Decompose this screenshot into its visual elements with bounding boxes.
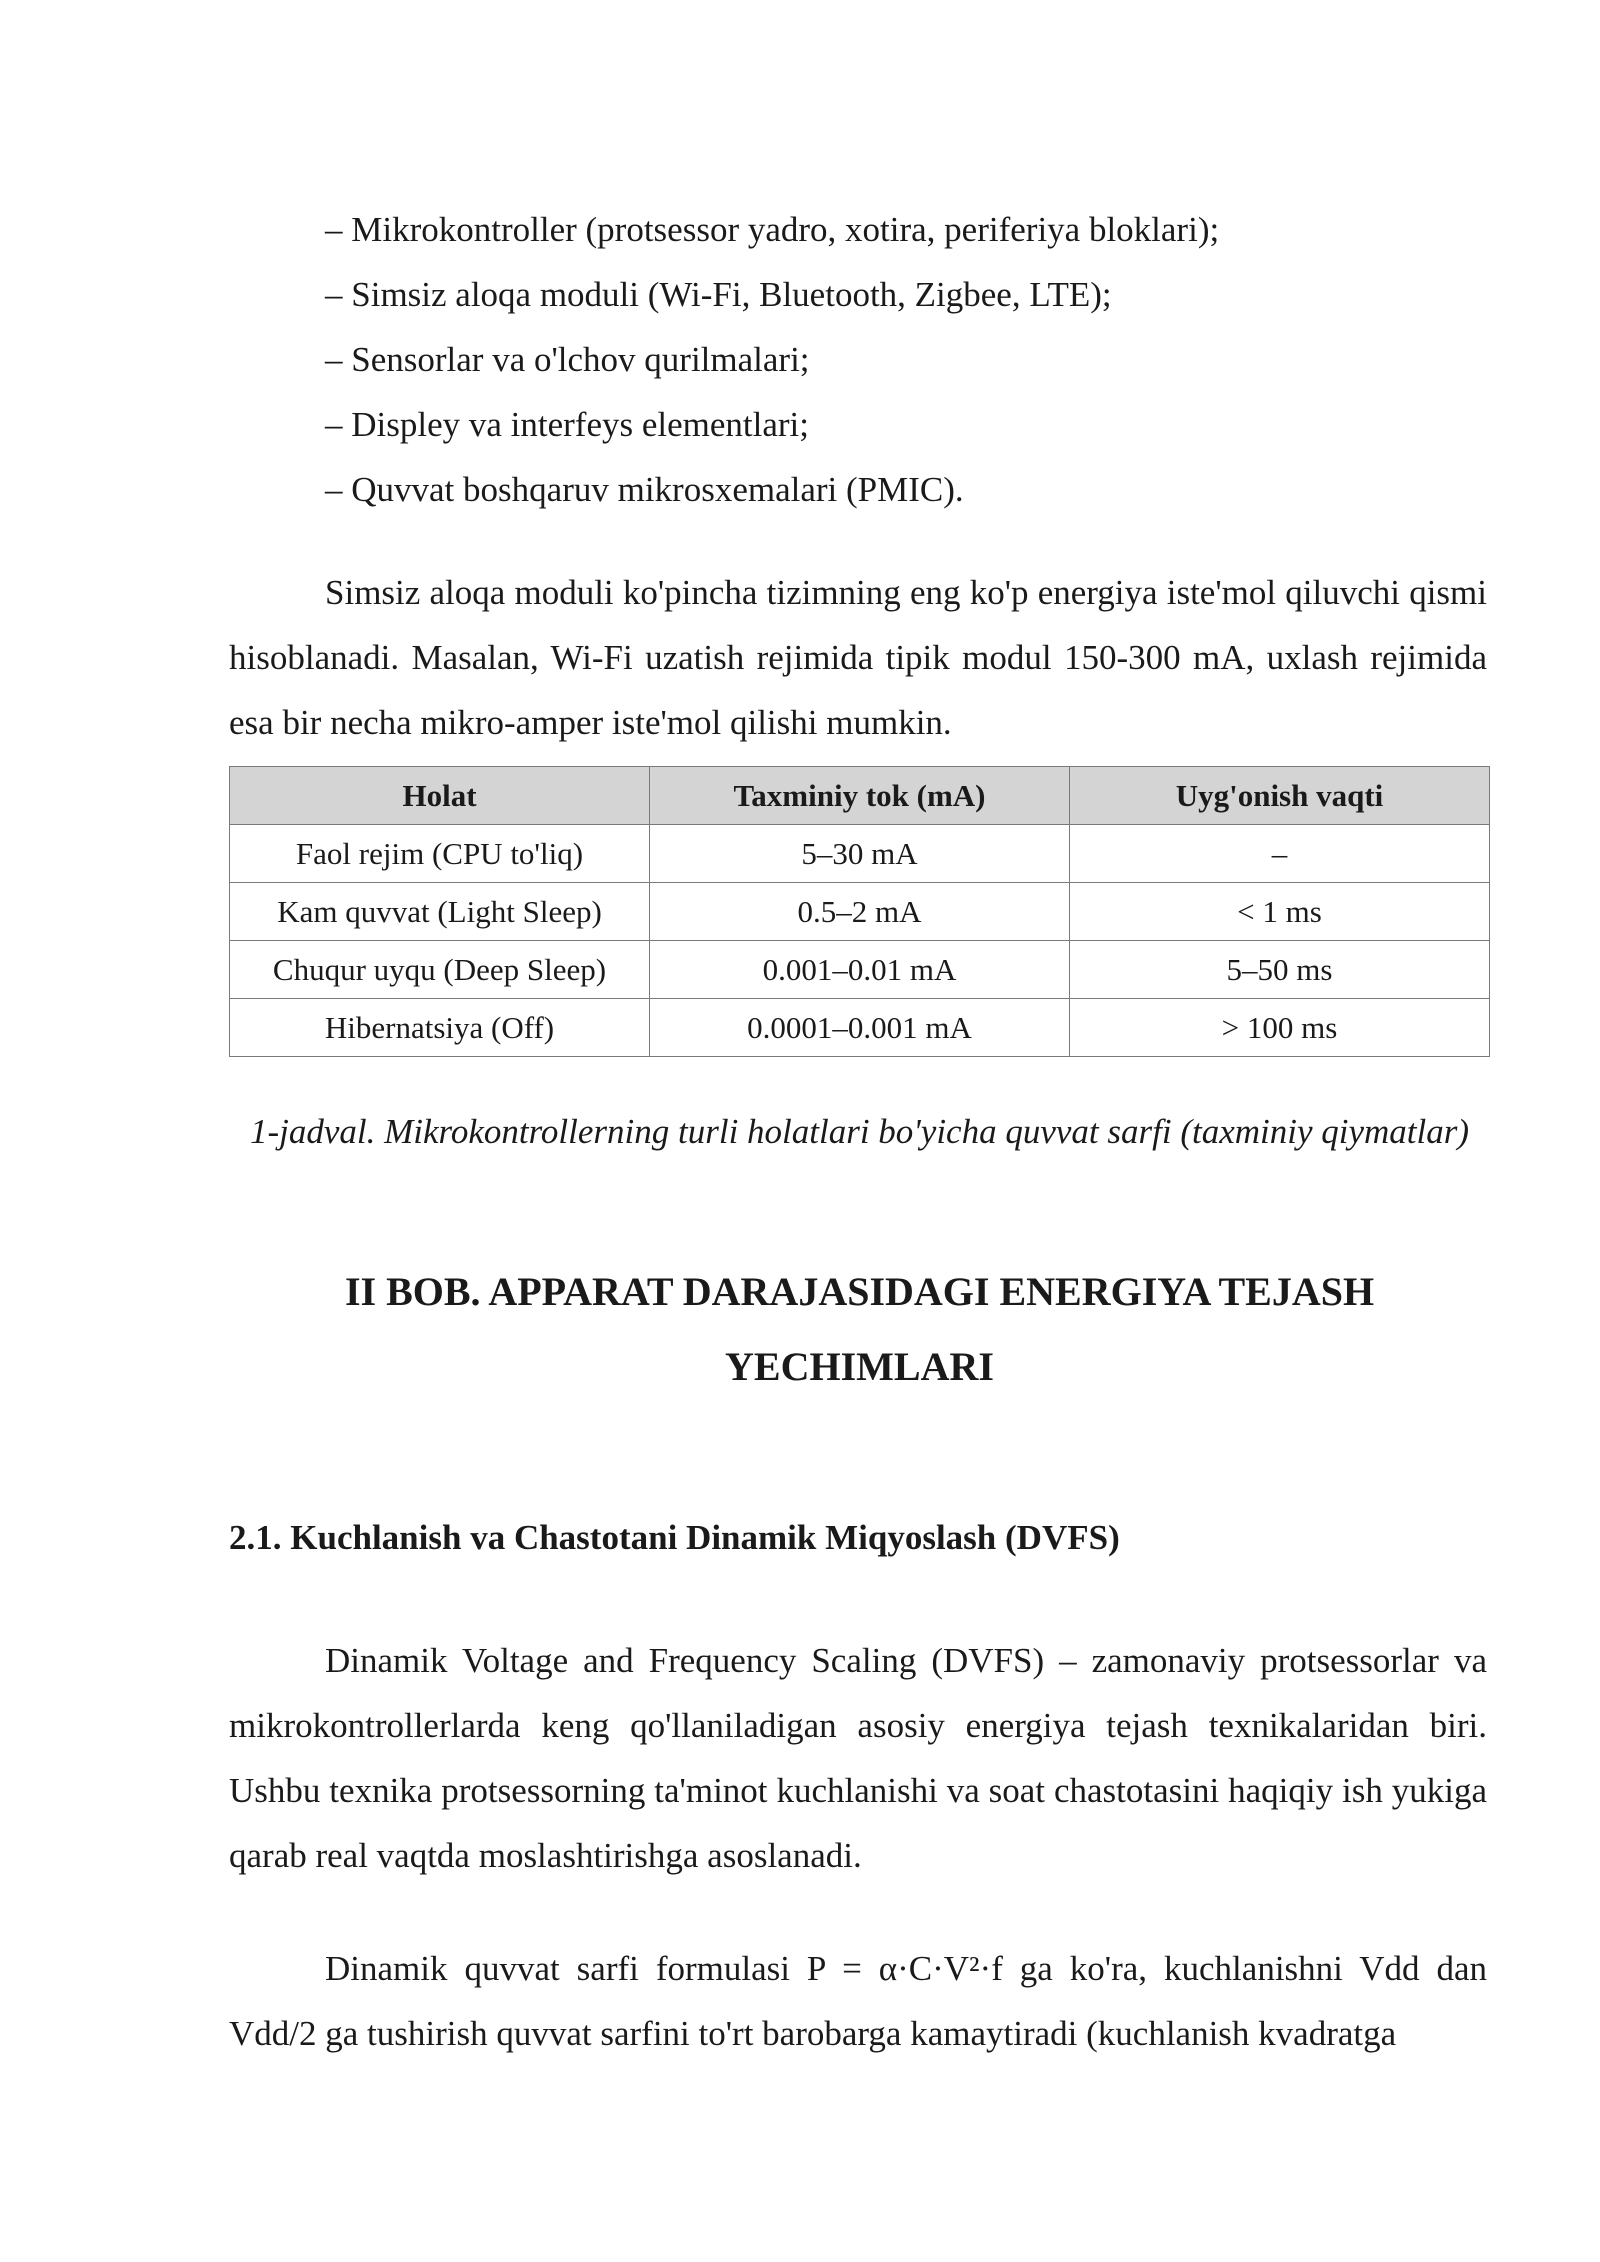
list-item: – Displey va interfeys elementlari; <box>325 405 810 444</box>
table-cell: > 100 ms <box>1070 999 1490 1057</box>
table-cell: Kam quvvat (Light Sleep) <box>230 883 650 941</box>
table-row <box>230 883 1490 941</box>
table-row <box>230 941 1490 999</box>
table-header-cell: Taxminiy tok (mA) <box>650 767 1070 825</box>
table-cell: 0.001–0.01 mA <box>650 941 1070 999</box>
table-cell: Faol rejim (CPU to'liq) <box>230 825 650 883</box>
list-item: – Simsiz aloqa moduli (Wi-Fi, Bluetooth, Zigbee, LTE); <box>325 275 1112 314</box>
list-item: – Quvvat boshqaruv mikrosxemalari (PMIC). <box>325 470 964 509</box>
table-header-row <box>230 767 1490 825</box>
power-consumption-table <box>229 766 1490 1057</box>
table-header-cell: Holat <box>230 767 650 825</box>
table-cell: 0.5–2 mA <box>650 883 1070 941</box>
table-cell: 0.0001–0.001 mA <box>650 999 1070 1057</box>
table-cell: – <box>1070 825 1490 883</box>
section-title: 2.1. Kuchlanish va Chastotani Dinamik Miqyoslash (DVFS) <box>229 1518 1120 1557</box>
paragraph-dvfs-formula: Dinamik quvvat sarfi formulasi P = α·C·V²·f ga ko'ra, kuchlanishni Vdd dan Vdd/2 ga tushirish quvvat sarfini to'rt barobarga kamaytiradi (kuchlanish kvadratga <box>229 1949 1487 2053</box>
table-row <box>230 999 1490 1057</box>
table-caption: 1-jadval. Mikrokontrollerning turli holatlari bo'yicha quvvat sarfi (taxminiy qiymatlar) <box>249 1112 1470 1151</box>
table-row <box>230 825 1490 883</box>
component-list <box>325 197 1219 522</box>
table-header-cell: Uyg'onish vaqti <box>1070 767 1490 825</box>
table-cell: Chuqur uyqu (Deep Sleep) <box>230 941 650 999</box>
paragraph-dvfs-intro: Dinamik Voltage and Frequency Scaling (DVFS) – zamonaviy protsessorlar va mikrokontrollerlarda keng qo'llaniladigan asosiy energiya tejash texnikalaridan biri. Ushbu texnika protsessorning ta'minot kuchlanishi va soat chastotasini haqiqiy ish yukiga qarab real vaqtda moslashtirishga asoslanadi. <box>229 1641 1487 1875</box>
chapter-title: II BOB. APPARAT DARAJASIDAGI ENERGIYA TEJASH YECHIMLARI <box>344 1269 1375 1389</box>
table-cell: Hibernatsiya (Off) <box>230 999 650 1057</box>
table-cell: 5–30 mA <box>650 825 1070 883</box>
table-cell: < 1 ms <box>1070 883 1490 941</box>
paragraph-wireless-module: Simsiz aloqa moduli ko'pincha tizimning eng ko'p energiya iste'mol qiluvchi qismi hisoblanadi. Masalan, Wi-Fi uzatish rejimida tipik modul 150-300 mA, uxlash rejimida esa bir necha mikro-amper iste'mol qilishi mumkin. <box>229 573 1487 742</box>
list-item: – Mikrokontroller (protsessor yadro, xotira, periferiya bloklari); <box>325 210 1220 249</box>
list-item: – Sensorlar va o'lchov qurilmalari; <box>325 340 810 379</box>
table-cell: 5–50 ms <box>1070 941 1490 999</box>
